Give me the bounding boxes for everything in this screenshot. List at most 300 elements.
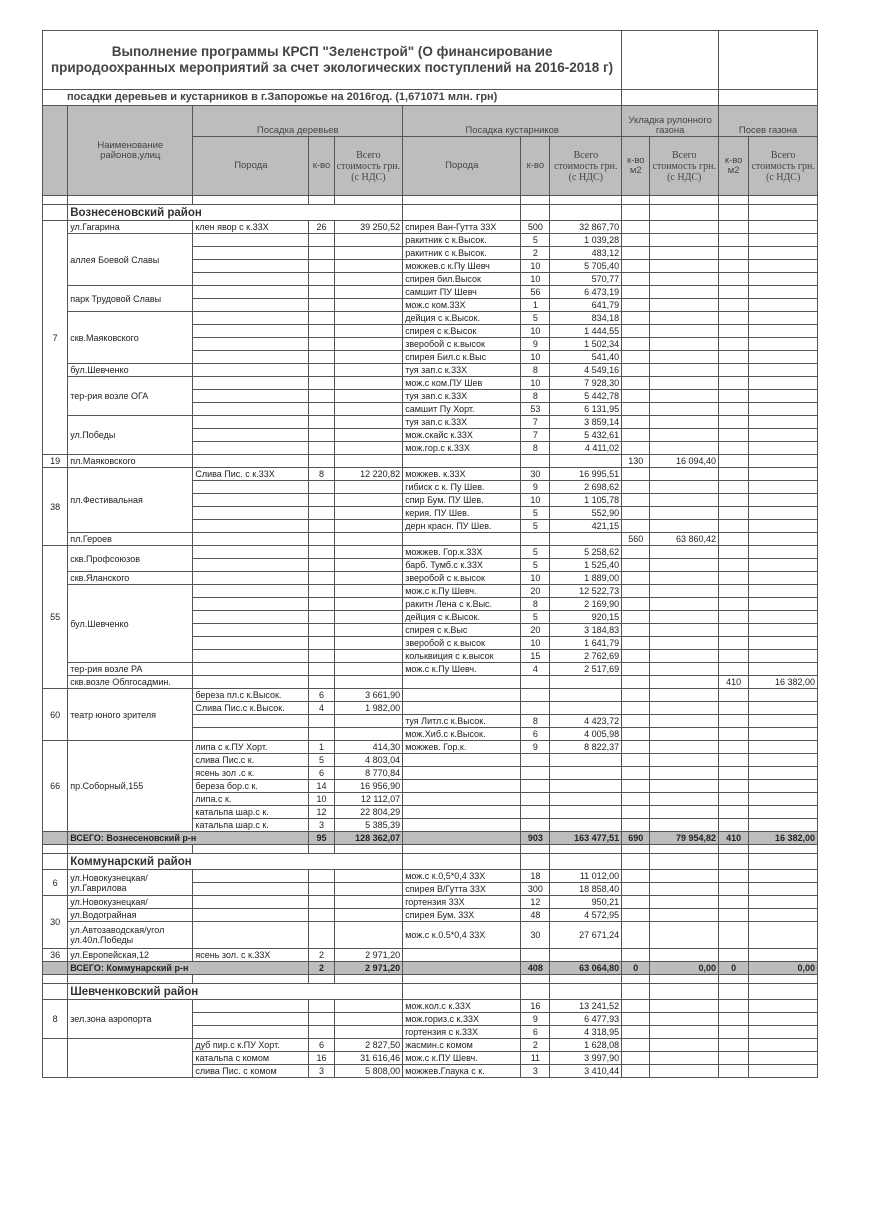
tree-breed: катальпа шар.с к. [193, 806, 309, 819]
address: скв.Профсоюзов [68, 546, 193, 572]
empty-cell [622, 984, 650, 1000]
roll-cost [650, 299, 719, 312]
empty-cell [749, 845, 818, 854]
shrub-cost: 920,15 [550, 611, 622, 624]
empty-cell [650, 196, 719, 205]
lawn-qty [719, 221, 749, 234]
row-number: 66 [43, 741, 68, 832]
lawn-cost [749, 689, 818, 702]
empty-cell [68, 845, 193, 854]
lawn-qty [719, 481, 749, 494]
shrub-cost [550, 455, 622, 468]
roll-qty [622, 896, 650, 909]
lawn-cost [749, 325, 818, 338]
shrub-cost: 4 423,72 [550, 715, 622, 728]
shrub-cost: 32 867,70 [550, 221, 622, 234]
shrub-qty: 9 [521, 1013, 550, 1026]
lawn-cost [749, 299, 818, 312]
tree-cost: 1 982,00 [334, 702, 403, 715]
lawn-cost [749, 364, 818, 377]
tree-cost [334, 1013, 403, 1026]
tree-breed [193, 520, 309, 533]
shrub-breed: ракитн Лена с к.Выс. [403, 598, 521, 611]
shrub-breed: кольквиция с к.высок [403, 650, 521, 663]
shrub-cost: 7 928,30 [550, 377, 622, 390]
roll-cost [650, 689, 719, 702]
roll-cost [650, 949, 719, 962]
roll-qty [622, 364, 650, 377]
lawn-qty [719, 403, 749, 416]
lawn-qty [719, 585, 749, 598]
tree-breed [193, 883, 309, 896]
tree-qty [309, 455, 334, 468]
shrub-breed: самшит Пу Хорт. [403, 403, 521, 416]
shrub-cost: 5 432,61 [550, 429, 622, 442]
shrub-cost: 5 705,40 [550, 260, 622, 273]
roll-cost [650, 234, 719, 247]
roll-qty [622, 390, 650, 403]
tree-qty [309, 325, 334, 338]
shrub-breed: мож.с к.0.5*0,4 33Х [403, 922, 521, 949]
empty-cell [334, 845, 403, 854]
shrub-cost: 2 517,69 [550, 663, 622, 676]
shrub-qty [521, 949, 550, 962]
tree-qty: 12 [309, 806, 334, 819]
roll-qty [622, 767, 650, 780]
total-shrub-cost: 63 064,80 [550, 962, 622, 975]
tree-breed [193, 429, 309, 442]
shrub-cost: 4 572,95 [550, 909, 622, 922]
shrub-breed: мож.скайс к.33Х [403, 429, 521, 442]
lawn-qty [719, 650, 749, 663]
lawn-cost [749, 909, 818, 922]
shrub-cost: 3 997,90 [550, 1052, 622, 1065]
tree-cost [334, 338, 403, 351]
shrub-cost: 3 410,44 [550, 1065, 622, 1078]
table-row [43, 455, 818, 468]
roll-cost [650, 520, 719, 533]
table-row [43, 312, 818, 325]
tree-qty: 6 [309, 689, 334, 702]
shrub-breed: туя Литл.с к.Высок. [403, 715, 521, 728]
lawn-cost [749, 1000, 818, 1013]
shrub-qty: 15 [521, 650, 550, 663]
table-row [43, 741, 818, 754]
lawn-cost [749, 624, 818, 637]
empty-cell [550, 984, 622, 1000]
table-row [43, 377, 818, 390]
tree-qty: 8 [309, 468, 334, 481]
tree-qty: 16 [309, 1052, 334, 1065]
address: скв.Маяковского [68, 312, 193, 364]
address: скв.Яланского [68, 572, 193, 585]
total-lawn-qty: 0 [719, 962, 749, 975]
address: бул.Шевченко [68, 364, 193, 377]
lawn-cost [749, 234, 818, 247]
shrub-cost: 1 889,00 [550, 572, 622, 585]
tree-breed [193, 559, 309, 572]
tree-qty [309, 416, 334, 429]
shrub-breed [403, 676, 521, 689]
district-name: Коммунарский район [68, 854, 403, 870]
lawn-cost [749, 273, 818, 286]
lawn-qty [719, 637, 749, 650]
address: аллея Боевой Славы [68, 234, 193, 286]
lawn-qty [719, 1013, 749, 1026]
roll-cost [650, 1052, 719, 1065]
lawn-cost [749, 403, 818, 416]
shrub-cost: 1 525,40 [550, 559, 622, 572]
empty-cell [43, 962, 68, 975]
tree-breed [193, 442, 309, 455]
lawn-qty [719, 896, 749, 909]
tree-breed [193, 715, 309, 728]
table-row [43, 1000, 818, 1013]
tree-breed [193, 870, 309, 883]
shrub-breed: ракитник с к.Высок. [403, 234, 521, 247]
roll-qty [622, 416, 650, 429]
lawn-qty [719, 819, 749, 832]
shrub-cost: 641,79 [550, 299, 622, 312]
roll-qty [622, 286, 650, 299]
empty-cell [403, 854, 521, 870]
shrub-cost [550, 819, 622, 832]
shrub-breed: туя зап.с к.33Х [403, 390, 521, 403]
tree-breed: липа с к.ПУ Хорт. [193, 741, 309, 754]
tree-breed [193, 585, 309, 598]
lawn-qty [719, 689, 749, 702]
shrub-breed: можжев.Глаука с к. [403, 1065, 521, 1078]
empty-cell [719, 196, 749, 205]
shrub-qty [521, 806, 550, 819]
tree-breed [193, 637, 309, 650]
empty-cell [68, 196, 193, 205]
shrub-qty [521, 767, 550, 780]
empty-cell [650, 984, 719, 1000]
lawn-cost [749, 819, 818, 832]
lawn-cost [749, 546, 818, 559]
lawn-cost [749, 611, 818, 624]
lawn-cost [749, 1052, 818, 1065]
roll-cost [650, 754, 719, 767]
tree-cost [334, 234, 403, 247]
roll-qty [622, 922, 650, 949]
shrub-qty: 4 [521, 663, 550, 676]
spacer-row [43, 196, 818, 205]
tree-breed: катальпа шар.с к. [193, 819, 309, 832]
roll-cost [650, 1000, 719, 1013]
lawn-qty [719, 1052, 749, 1065]
lawn-cost [749, 598, 818, 611]
table-row [43, 572, 818, 585]
table-row [43, 896, 818, 909]
shrub-breed [403, 455, 521, 468]
roll-qty [622, 507, 650, 520]
roll-qty [622, 1052, 650, 1065]
tree-cost [334, 715, 403, 728]
roll-cost [650, 728, 719, 741]
shrub-breed [403, 767, 521, 780]
roll-cost [650, 676, 719, 689]
lawn-cost [749, 896, 818, 909]
shrub-qty: 20 [521, 624, 550, 637]
tree-qty: 14 [309, 780, 334, 793]
tree-qty [309, 364, 334, 377]
address: тер-рия возле РА [68, 663, 193, 676]
shrub-qty: 10 [521, 377, 550, 390]
lawn-cost [749, 377, 818, 390]
table-row [43, 870, 818, 883]
tree-cost [334, 883, 403, 896]
empty-cell [403, 962, 521, 975]
tree-breed [193, 507, 309, 520]
tree-qty [309, 663, 334, 676]
lawn-qty [719, 883, 749, 896]
tree-cost [334, 494, 403, 507]
header-shrub-breed: Порода [403, 137, 521, 196]
shrub-qty: 8 [521, 442, 550, 455]
tree-qty [309, 299, 334, 312]
tree-cost [334, 1000, 403, 1013]
shrub-breed: мож.гориз.с к.33Х [403, 1013, 521, 1026]
tree-breed [193, 624, 309, 637]
empty-cell [521, 205, 550, 221]
shrub-qty: 2 [521, 1039, 550, 1052]
tree-cost [334, 429, 403, 442]
address: пл.Маяковского [68, 455, 193, 468]
roll-cost [650, 1039, 719, 1052]
lawn-cost [749, 1013, 818, 1026]
header-roll-qty: к-во м2 [622, 137, 650, 196]
shrub-breed: спирея В/Гутта 33Х [403, 883, 521, 896]
roll-cost [650, 481, 719, 494]
tree-qty [309, 896, 334, 909]
lawn-cost [749, 949, 818, 962]
shrub-breed [403, 754, 521, 767]
roll-qty [622, 611, 650, 624]
shrub-breed: спирея Ван-Гутта 33Х [403, 221, 521, 234]
roll-cost [650, 663, 719, 676]
shrub-qty: 16 [521, 1000, 550, 1013]
header-roll-cost: Всего стоимость грн. (с НДС) [650, 137, 719, 196]
lawn-cost [749, 585, 818, 598]
tree-qty [309, 624, 334, 637]
tree-breed [193, 909, 309, 922]
roll-cost [650, 1065, 719, 1078]
lawn-cost [749, 780, 818, 793]
shrub-cost: 570,77 [550, 273, 622, 286]
shrub-qty [521, 780, 550, 793]
empty-cell [749, 975, 818, 984]
shrub-breed [403, 689, 521, 702]
shrub-qty: 8 [521, 390, 550, 403]
roll-qty [622, 273, 650, 286]
lawn-cost [749, 1039, 818, 1052]
empty-cell [309, 845, 334, 854]
tree-cost: 2 827,50 [334, 1039, 403, 1052]
shrub-breed [403, 780, 521, 793]
empty-cell [68, 975, 193, 984]
lawn-qty [719, 754, 749, 767]
roll-qty: 130 [622, 455, 650, 468]
roll-qty [622, 546, 650, 559]
roll-qty [622, 780, 650, 793]
spreadsheet [42, 30, 818, 1078]
tree-qty [309, 611, 334, 624]
shrub-cost [550, 689, 622, 702]
lawn-cost [749, 637, 818, 650]
shrub-cost: 6 473,19 [550, 286, 622, 299]
empty-cell [309, 975, 334, 984]
shrub-breed [403, 702, 521, 715]
shrub-qty: 10 [521, 325, 550, 338]
lawn-qty [719, 533, 749, 546]
tree-breed: Слива Пис. с к.33Х [193, 468, 309, 481]
lawn-cost [749, 520, 818, 533]
roll-cost [650, 416, 719, 429]
tree-cost [334, 559, 403, 572]
tree-breed: клен явор с к.33Х [193, 221, 309, 234]
tree-breed [193, 325, 309, 338]
tree-breed: Слива Пис.с к.Высок. [193, 702, 309, 715]
empty-cell [749, 196, 818, 205]
empty-cell [403, 845, 521, 854]
empty-cell [650, 845, 719, 854]
address: ул.Победы [68, 416, 193, 455]
lawn-cost [749, 312, 818, 325]
lawn-qty [719, 1065, 749, 1078]
empty-cell [403, 984, 521, 1000]
lawn-cost [749, 429, 818, 442]
shrub-cost: 1 641,79 [550, 637, 622, 650]
tree-qty [309, 585, 334, 598]
header-shrub-cost: Всего стоимость грн. (с НДС) [550, 137, 622, 196]
total-tree-qty: 95 [309, 832, 334, 845]
tree-cost: 39 250,52 [334, 221, 403, 234]
roll-qty [622, 221, 650, 234]
roll-cost [650, 806, 719, 819]
empty-cell [521, 845, 550, 854]
lawn-cost [749, 715, 818, 728]
shrub-cost: 4 005,98 [550, 728, 622, 741]
roll-qty [622, 819, 650, 832]
roll-qty [622, 234, 650, 247]
tree-cost [334, 1026, 403, 1039]
tree-cost [334, 624, 403, 637]
shrub-breed: можжев.с к.Пу Шевч [403, 260, 521, 273]
roll-qty [622, 429, 650, 442]
tree-qty [309, 870, 334, 883]
lawn-cost [749, 507, 818, 520]
tree-breed [193, 896, 309, 909]
shrub-cost: 11 012,00 [550, 870, 622, 883]
lawn-qty [719, 572, 749, 585]
lawn-cost [749, 247, 818, 260]
row-number: 36 [43, 949, 68, 962]
roll-qty [622, 572, 650, 585]
lawn-qty [719, 364, 749, 377]
lawn-cost [749, 260, 818, 273]
shrub-breed: мож.Хиб.с к.Высок. [403, 728, 521, 741]
shrub-cost: 12 522,73 [550, 585, 622, 598]
shrub-cost: 950,21 [550, 896, 622, 909]
empty-cell [43, 845, 68, 854]
shrub-breed: ракитник с к.Высок. [403, 247, 521, 260]
roll-qty [622, 325, 650, 338]
lawn-qty [719, 922, 749, 949]
tree-cost [334, 572, 403, 585]
empty-cell [521, 975, 550, 984]
tree-qty: 26 [309, 221, 334, 234]
roll-qty [622, 650, 650, 663]
lawn-qty [719, 442, 749, 455]
roll-cost [650, 611, 719, 624]
roll-cost [650, 468, 719, 481]
tree-qty [309, 507, 334, 520]
lawn-qty [719, 598, 749, 611]
lawn-qty [719, 273, 749, 286]
shrub-cost [550, 793, 622, 806]
lawn-qty [719, 741, 749, 754]
roll-cost [650, 312, 719, 325]
tree-qty [309, 1000, 334, 1013]
shrub-qty: 6 [521, 728, 550, 741]
tree-breed: катальпа с комом [193, 1052, 309, 1065]
roll-cost [650, 870, 719, 883]
shrub-breed: спирея бил.Высок [403, 273, 521, 286]
lawn-qty [719, 468, 749, 481]
table-row [43, 546, 818, 559]
header-shrub-qty: к-во [521, 137, 550, 196]
tree-cost: 5 808,00 [334, 1065, 403, 1078]
tree-cost: 2 971,20 [334, 949, 403, 962]
tree-qty [309, 273, 334, 286]
lawn-qty [719, 247, 749, 260]
shrub-qty: 56 [521, 286, 550, 299]
shrub-breed: зверобой с к.высок [403, 637, 521, 650]
roll-cost [650, 286, 719, 299]
roll-qty [622, 793, 650, 806]
row-number: 6 [43, 870, 68, 896]
lawn-qty [719, 793, 749, 806]
tree-cost: 16 956,90 [334, 780, 403, 793]
roll-qty [622, 1000, 650, 1013]
tree-qty: 3 [309, 819, 334, 832]
roll-qty [622, 260, 650, 273]
tree-cost [334, 455, 403, 468]
lawn-qty [719, 429, 749, 442]
tree-cost [334, 896, 403, 909]
roll-qty [622, 1065, 650, 1078]
lawn-cost [749, 442, 818, 455]
roll-cost [650, 922, 719, 949]
total-roll-qty: 0 [622, 962, 650, 975]
shrub-cost: 6 131,95 [550, 403, 622, 416]
table-row [43, 468, 818, 481]
table-row [43, 533, 818, 546]
shrub-cost [550, 676, 622, 689]
tree-breed [193, 351, 309, 364]
address: парк Трудовой Славы [68, 286, 193, 312]
tree-qty [309, 676, 334, 689]
tree-qty [309, 883, 334, 896]
tree-cost [334, 663, 403, 676]
lawn-qty [719, 559, 749, 572]
shrub-cost: 1 628,08 [550, 1039, 622, 1052]
lawn-qty [719, 1026, 749, 1039]
tree-breed [193, 364, 309, 377]
header-lawn-sowing: Посев газона [719, 106, 818, 137]
